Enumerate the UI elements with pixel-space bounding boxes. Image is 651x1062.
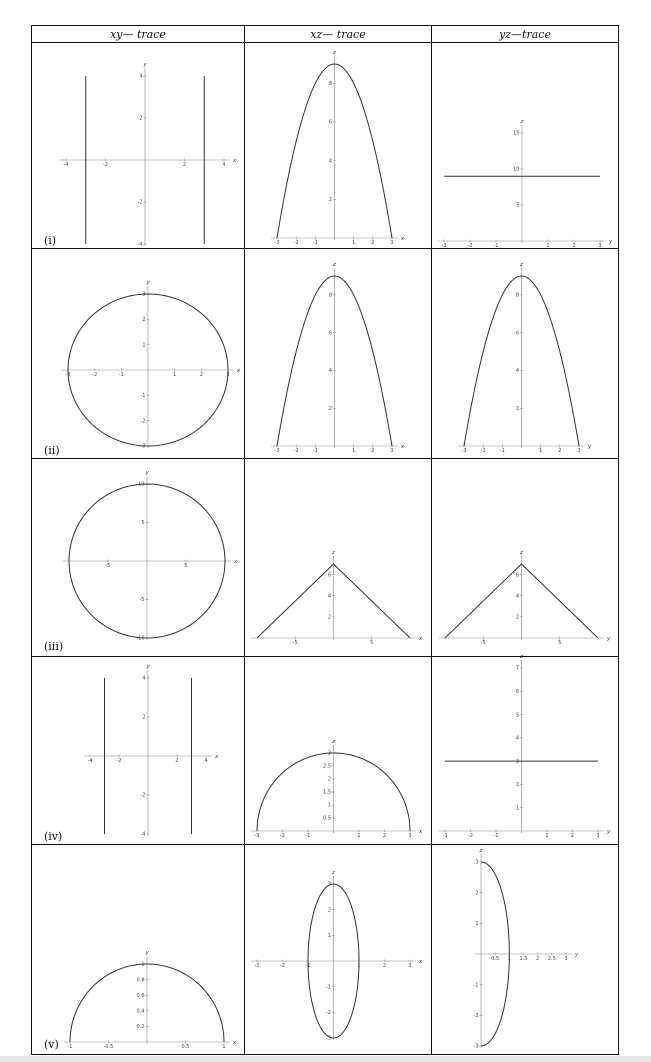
x-axis-label: x <box>401 235 405 242</box>
y-tick-label: -1 <box>473 982 479 989</box>
plot-iii-xy <box>63 470 238 642</box>
x-tick-label: -2 <box>116 758 122 764</box>
x-tick-label: -3 <box>461 448 467 454</box>
y-axis-label: z <box>520 262 523 268</box>
y-tick-label: 1 <box>515 805 519 812</box>
y-tick-label: 1 <box>475 921 479 928</box>
x-tick-label: 4 <box>204 758 208 764</box>
plot-i-yz <box>438 119 613 249</box>
x-tick-label: -3 <box>441 243 447 249</box>
y-tick-label: -10 <box>136 635 145 642</box>
y-axis-label: z <box>333 262 336 268</box>
y-tick-label: -3 <box>473 1043 479 1050</box>
bottom-strip <box>0 1056 651 1062</box>
y-tick-label: -3 <box>140 443 146 450</box>
y-tick-label: 3 <box>327 881 331 888</box>
y-tick-label: 2 <box>327 776 331 783</box>
x-tick-label: -5 <box>105 563 111 569</box>
y-tick-label: 2 <box>328 197 332 204</box>
x-tick-label: 2 <box>570 833 575 839</box>
x-tick-label: 2 <box>572 243 576 249</box>
y-tick-label: 0.8 <box>136 977 145 984</box>
row-label-v: (v) <box>44 1038 59 1051</box>
x-tick-label: 1 <box>222 1044 226 1050</box>
x-tick-label: -1 <box>499 448 505 454</box>
x-axis-label: x <box>419 958 423 965</box>
x-tick-label: -2 <box>92 372 98 378</box>
trace-table <box>31 25 619 1055</box>
y-tick-label: 3 <box>327 750 331 757</box>
y-tick-label: 4 <box>515 368 519 375</box>
x-axis-label: y <box>609 238 613 245</box>
y-tick-label: 2 <box>142 317 146 324</box>
x-tick-label: -2 <box>468 833 473 839</box>
row-label-ii: (ii) <box>44 444 60 457</box>
y-tick-label: 2 <box>515 405 519 412</box>
plot-ii-yz <box>458 262 592 454</box>
y-tick-label: 2 <box>139 115 143 122</box>
row-label-iv: (iv) <box>44 830 63 843</box>
x-tick-label: 2 <box>371 448 375 454</box>
x-axis-label: y <box>588 443 592 450</box>
y-axis-label: y <box>143 62 147 68</box>
y-tick-label: -4 <box>140 831 146 838</box>
x-tick-label: 3 <box>390 448 394 454</box>
x-axis-label: x <box>215 753 219 760</box>
x-tick-label: 2.5 <box>547 956 556 962</box>
x-tick-label: 2 <box>382 833 387 839</box>
x-tick-label: 2 <box>558 448 562 454</box>
x-tick-label: -5 <box>292 640 298 646</box>
y-tick-label: 4 <box>142 675 146 682</box>
x-tick-label: -3 <box>254 963 260 969</box>
y-tick-label: 0.2 <box>136 1024 145 1031</box>
y-tick-label: 6 <box>515 330 519 337</box>
x-tick-label: 0.5 <box>181 1044 190 1050</box>
x-tick-label: -5 <box>480 640 486 646</box>
x-tick-label: -0.5 <box>103 1044 114 1050</box>
header-xz: xz— trace <box>310 27 366 41</box>
x-axis-label: y <box>575 951 579 958</box>
x-tick-label: 2 <box>382 963 387 969</box>
y-tick-label: 4 <box>515 593 519 600</box>
y-tick-label: -3 <box>326 1035 331 1042</box>
plot-v-xz <box>251 870 423 1042</box>
y-tick-label: 2.5 <box>323 763 331 770</box>
x-tick-label: -2 <box>293 448 299 454</box>
y-tick-label: 15 <box>513 130 520 137</box>
x-axis-label: x <box>233 157 237 164</box>
x-tick-label: 2 <box>199 372 203 378</box>
y-tick-label: 3 <box>475 859 479 866</box>
y-tick-label: 6 <box>328 330 332 337</box>
x-tick-label: 4 <box>222 162 226 168</box>
y-axis-label: z <box>520 119 524 125</box>
y-tick-label: 1 <box>142 342 146 349</box>
y-tick-label: 2 <box>328 405 332 412</box>
x-tick-label: 5 <box>370 640 374 646</box>
x-tick-label: 1 <box>357 833 361 839</box>
x-tick-label: -2 <box>293 240 299 246</box>
x-axis-label: x <box>237 367 241 374</box>
x-tick-label: -3 <box>254 833 260 839</box>
y-tick-label: -2 <box>473 1013 479 1020</box>
x-tick-label: -1 <box>118 372 124 378</box>
y-tick-label: 8 <box>515 292 519 299</box>
y-tick-label: 3 <box>515 758 519 765</box>
y-axis-label: z <box>332 550 335 556</box>
y-axis-label: z <box>332 870 335 876</box>
x-tick-label: -3 <box>274 448 280 454</box>
y-tick-label: 4 <box>139 73 143 80</box>
y-tick-label: -2 <box>326 1010 331 1017</box>
x-axis-label: y <box>607 635 611 642</box>
y-tick-label: 1.5 <box>323 789 331 796</box>
plot-ii-xy <box>62 280 241 450</box>
header-xy: xy— trace <box>110 27 166 41</box>
x-tick-label: 1 <box>357 963 361 969</box>
y-tick-label: 0.6 <box>136 992 145 999</box>
y-axis-label: z <box>520 550 523 556</box>
y-tick-label: 4 <box>515 735 519 742</box>
y-tick-label: 4 <box>328 158 332 165</box>
row-label-i: (i) <box>44 234 57 247</box>
x-tick-label: 1 <box>173 372 177 378</box>
plot-iv-xy <box>84 664 219 838</box>
x-tick-label: 3 <box>564 956 568 962</box>
x-tick-label: 3 <box>408 833 412 839</box>
y-tick-label: 6 <box>515 688 519 695</box>
x-tick-label: -2 <box>480 448 486 454</box>
x-tick-label: 3 <box>408 963 412 969</box>
y-tick-label: 5 <box>516 202 520 209</box>
x-tick-label: -1 <box>67 1044 73 1050</box>
y-tick-label: 6 <box>327 572 331 579</box>
y-tick-label: 2 <box>327 614 331 621</box>
x-tick-label: -2 <box>280 833 285 839</box>
x-tick-label: -3 <box>442 833 448 839</box>
plot-iii-xz <box>251 550 423 646</box>
trace-plots <box>32 26 618 1054</box>
x-tick-label: 1 <box>539 448 543 454</box>
y-tick-label: 4 <box>327 593 331 600</box>
y-tick-label: 7 <box>515 665 519 672</box>
x-tick-label: -1 <box>312 240 318 246</box>
plot-iv-xz <box>251 739 423 839</box>
plot-i-xz <box>271 50 405 246</box>
y-axis-label: z <box>520 654 523 660</box>
y-tick-label: 0.4 <box>136 1008 145 1015</box>
x-tick-label: -2 <box>103 162 108 168</box>
y-tick-label: 1 <box>327 933 331 940</box>
x-tick-label: 1 <box>545 833 549 839</box>
x-tick-label: -1 <box>312 448 318 454</box>
x-tick-label: 3 <box>226 372 230 378</box>
x-tick-label: -3 <box>274 240 280 246</box>
x-tick-label: -1 <box>493 833 499 839</box>
x-axis-label: y <box>607 828 611 835</box>
x-tick-label: 1 <box>352 448 356 454</box>
header-yz: yz—trace <box>499 27 551 41</box>
y-tick-label: -2 <box>140 418 146 425</box>
x-tick-label: 2 <box>182 162 187 168</box>
y-axis-label: y <box>146 280 150 286</box>
x-tick-label: 1 <box>546 243 550 249</box>
y-tick-label: 5 <box>141 520 145 527</box>
x-tick-label: 2 <box>371 240 375 246</box>
y-tick-label: 2 <box>515 782 519 789</box>
y-axis-label: y <box>145 950 149 956</box>
plot-iv-yz <box>439 654 611 839</box>
x-axis-label: x <box>419 828 423 835</box>
x-axis-label: x <box>234 558 238 565</box>
x-tick-label: 0.5 <box>491 956 500 962</box>
x-tick-label: 5 <box>558 640 562 646</box>
x-tick-label: -2 <box>280 963 285 969</box>
y-tick-label: 1 <box>141 961 145 968</box>
x-tick-label: 1 <box>507 956 511 962</box>
x-tick-label: 5 <box>184 563 188 569</box>
x-tick-label: -2 <box>467 243 473 249</box>
y-tick-label: -1 <box>326 984 331 991</box>
plot-i-xy <box>60 62 237 248</box>
y-tick-label: 10 <box>138 481 145 488</box>
x-tick-label: -1 <box>305 833 311 839</box>
y-axis-label: z <box>479 848 483 854</box>
y-tick-label: 5 <box>515 712 519 719</box>
y-axis-label: y <box>146 664 150 670</box>
x-tick-label: -4 <box>87 758 93 764</box>
x-tick-label: 3 <box>390 240 394 246</box>
y-tick-label: 2 <box>327 907 331 914</box>
y-axis-label: y <box>145 470 149 476</box>
y-tick-label: 1 <box>327 802 331 809</box>
x-tick-label: -3 <box>65 372 71 378</box>
row-label-iii: (iii) <box>44 640 64 653</box>
y-tick-label: -1 <box>140 393 146 400</box>
y-tick-label: 2 <box>142 714 146 721</box>
x-tick-label: 2 <box>175 758 179 764</box>
y-axis-label: z <box>332 739 335 745</box>
y-tick-label: -4 <box>137 241 143 248</box>
plot-v-yz <box>474 848 580 1050</box>
x-axis-label: x <box>401 443 405 450</box>
x-tick-label: 1.5 <box>519 956 528 962</box>
x-tick-label: -1 <box>493 243 499 249</box>
x-tick-label: -1 <box>305 963 311 969</box>
y-tick-label: 2 <box>515 614 519 621</box>
x-tick-label: 3 <box>598 243 602 249</box>
x-tick-label: 3 <box>577 448 581 454</box>
y-tick-label: -2 <box>140 792 146 799</box>
x-axis-label: x <box>233 1039 237 1046</box>
x-axis-label: x <box>419 635 423 642</box>
y-tick-label: -2 <box>137 199 143 206</box>
x-tick-label: 1 <box>352 240 356 246</box>
y-tick-label: 4 <box>328 368 332 375</box>
plot-v-xy <box>64 950 237 1050</box>
y-axis-label: z <box>333 50 336 56</box>
x-tick-label: -4 <box>63 162 69 168</box>
y-tick-label: 3 <box>142 291 146 298</box>
y-tick-label: 10 <box>513 166 520 173</box>
y-tick-label: 6 <box>328 119 332 126</box>
plot-ii-xz <box>271 262 405 454</box>
y-tick-label: -5 <box>139 597 145 604</box>
y-tick-label: 8 <box>328 292 332 299</box>
y-tick-label: 2 <box>475 890 479 897</box>
y-tick-label: 6 <box>515 572 519 579</box>
y-tick-label: 8 <box>328 81 332 88</box>
x-tick-label: 2 <box>536 956 540 962</box>
y-tick-label: 0.5 <box>323 815 331 822</box>
x-tick-label: 3 <box>596 833 600 839</box>
plot-iii-yz <box>439 550 611 646</box>
